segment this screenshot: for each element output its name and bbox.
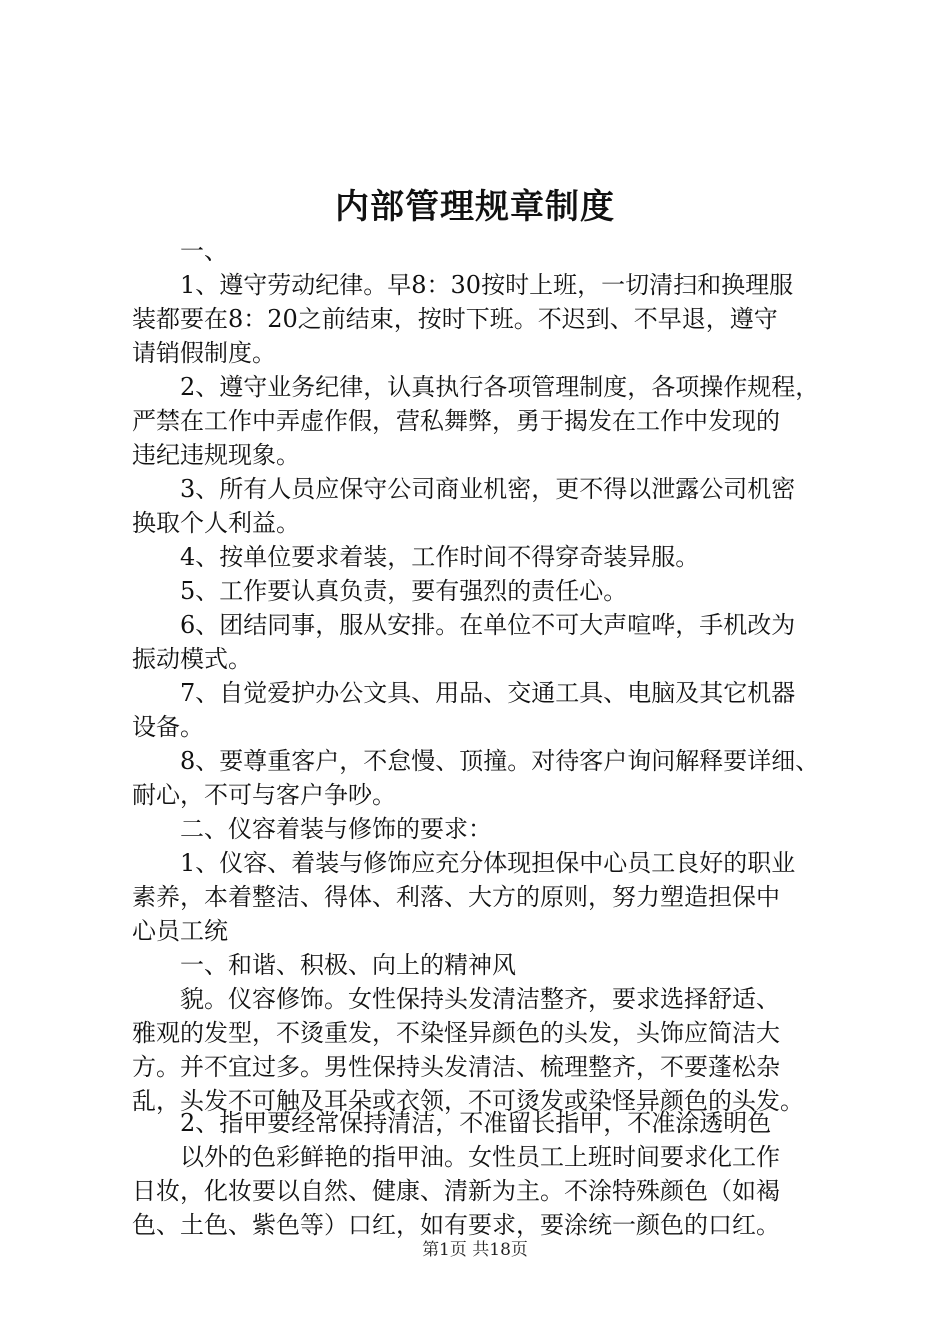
paragraph-line: 设备。 — [132, 713, 204, 741]
section-heading: 二、仪容着装与修饰的要求： — [180, 815, 492, 843]
document-title: 内部管理规章制度 — [335, 187, 615, 227]
paragraph-line: 1、遵守劳动纪律。早8：30按时上班，一切清扫和换理服 — [180, 271, 794, 299]
paragraph-line: 8、要尊重客户，不怠慢、顶撞。对待客户询问解释要详细、 — [180, 747, 820, 775]
paragraph-line: 6、团结同事，服从安排。在单位不可大声喧哗，手机改为 — [180, 611, 796, 639]
page-footer: 第1页 共18页 — [422, 1240, 528, 1260]
paragraph-line: 2、遵守业务纪律，认真执行各项管理制度，各项操作规程， — [180, 373, 820, 401]
paragraph-line: 方。并不宜过多。男性保持头发清洁、梳理整齐，不要蓬松杂 — [132, 1053, 780, 1081]
paragraph-line: 乱，头发不可触及耳朵或衣领，不可烫发或染怪异颜色的头发。 — [132, 1087, 804, 1115]
paragraph-line: 色、土色、紫色等）口红，如有要求，要涂统一颜色的口红。 — [132, 1211, 780, 1239]
paragraph-line: 4、按单位要求着装，工作时间不得穿奇装异服。 — [180, 543, 700, 571]
paragraph-line: 心员工统 — [132, 917, 228, 945]
paragraph-line: 7、自觉爱护办公文具、用品、交通工具、电脑及其它机器 — [180, 679, 796, 707]
paragraph-line: 以外的色彩鲜艳的指甲油。女性员工上班时间要求化工作 — [180, 1143, 780, 1171]
paragraph-line: 1、仪容、着装与修饰应充分体现担保中心员工良好的职业 — [180, 849, 796, 877]
paragraph-line: 一、和谐、积极、向上的精神风 — [180, 951, 516, 979]
paragraph-line: 素养，本着整洁、得体、利落、大方的原则，努力塑造担保中 — [132, 883, 780, 911]
paragraph-line: 5、工作要认真负责，要有强烈的责任心。 — [180, 577, 628, 605]
paragraph-line: 日妆，化妆要以自然、健康、清新为主。不涂特殊颜色（如褐 — [132, 1177, 780, 1205]
paragraph-line: 换取个人利益。 — [132, 509, 300, 537]
paragraph-line: 3、所有人员应保守公司商业机密，更不得以泄露公司机密 — [180, 475, 796, 503]
paragraph-line: 振动模式。 — [132, 645, 252, 673]
paragraph-line: 请销假制度。 — [132, 339, 276, 367]
paragraph-line: 雅观的发型，不烫重发，不染怪异颜色的头发，头饰应简洁大 — [132, 1019, 780, 1047]
paragraph-line: 耐心，不可与客户争吵。 — [132, 781, 396, 809]
paragraph-line: 严禁在工作中弄虚作假，营私舞弊，勇于揭发在工作中发现的 — [132, 407, 780, 435]
section-heading: 一、 — [180, 237, 228, 265]
paragraph-line: 2、指甲要经常保持清洁，不准留长指甲，不准涂透明色 — [180, 1109, 772, 1137]
paragraph-line: 违纪违规现象。 — [132, 441, 300, 469]
paragraph-line: 装都要在8：20之前结束，按时下班。不迟到、不早退，遵守 — [132, 305, 778, 333]
paragraph-line: 貌。仪容修饰。女性保持头发清洁整齐，要求选择舒适、 — [180, 985, 780, 1013]
